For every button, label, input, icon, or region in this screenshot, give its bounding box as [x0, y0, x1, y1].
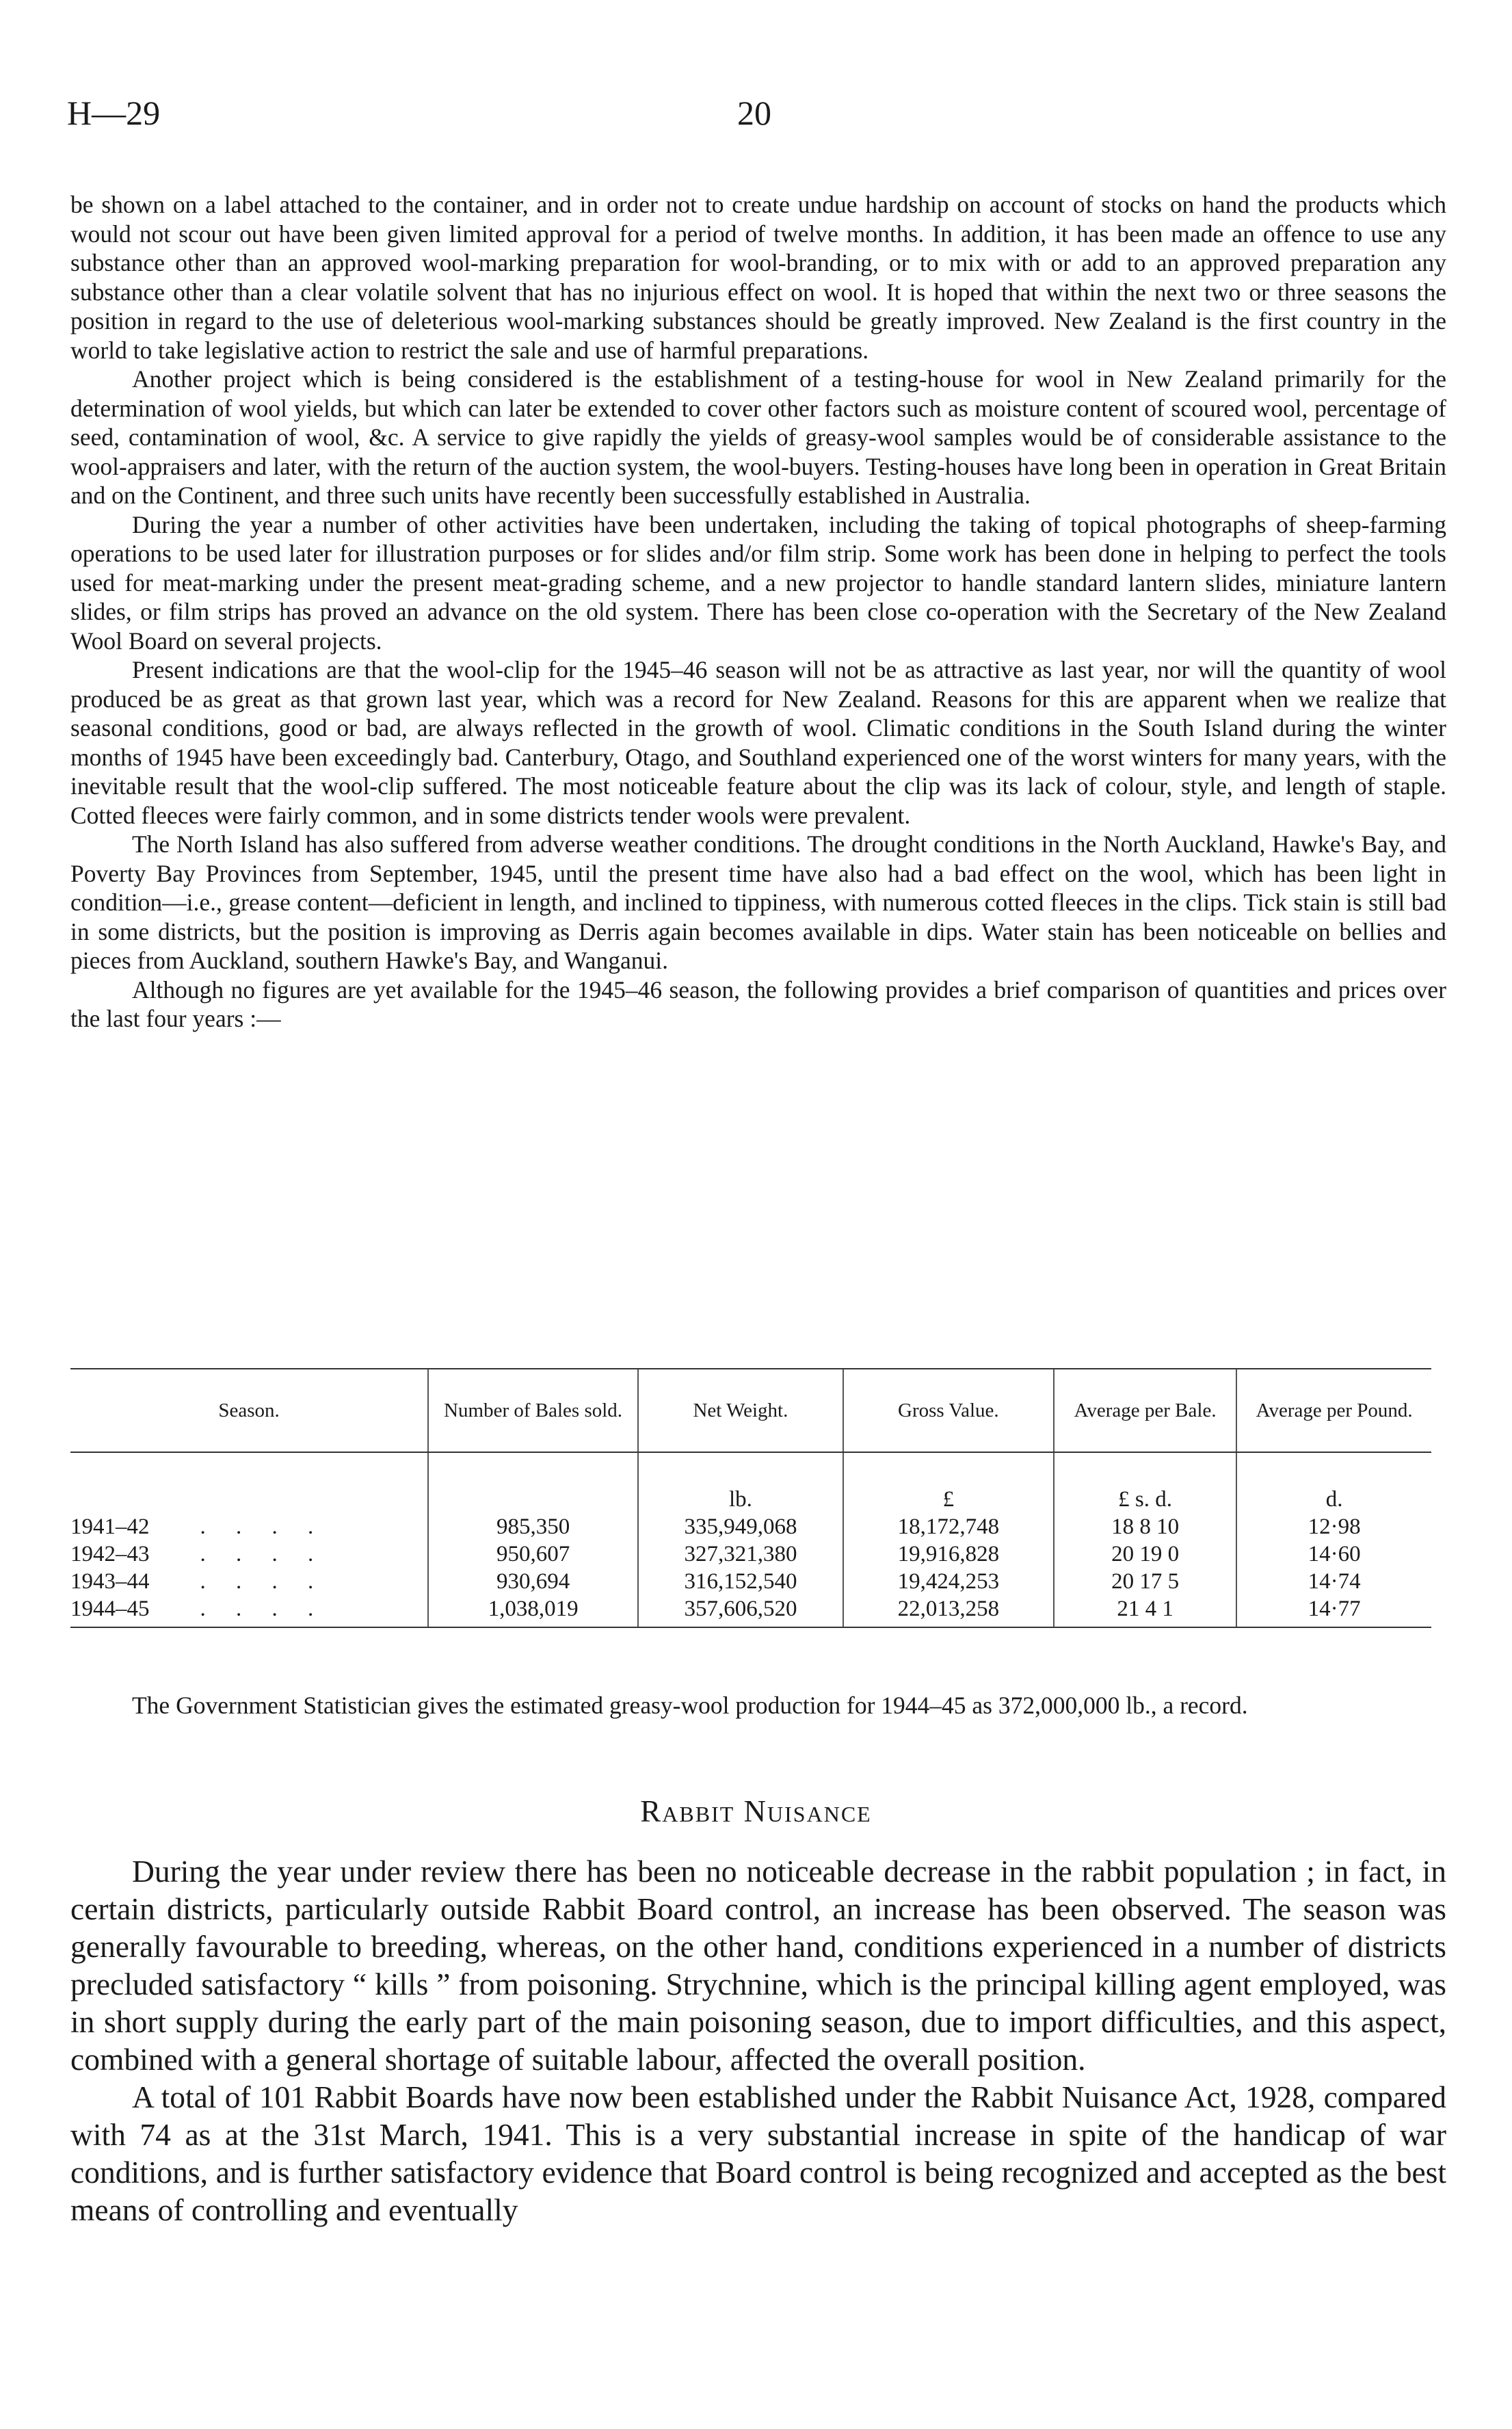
season-label: 1942–43: [70, 1542, 150, 1566]
paragraph: The Government Statistician gives the estimated greasy-wool production for 1944–45 as 372,000,000 lb., a record.: [132, 1692, 1248, 1719]
average-per-bale-cell: 21 4 1: [1054, 1595, 1236, 1627]
net-weight-cell: 335,949,068: [638, 1513, 843, 1540]
table-row: [70, 1568, 1431, 1595]
body-text-small: [70, 190, 1446, 1034]
table-row: [70, 1595, 1431, 1627]
document-reference: H—29: [67, 94, 161, 132]
section-heading: Rabbit Nuisance: [640, 1794, 872, 1828]
season-label: 1943–44: [70, 1569, 150, 1594]
leader-dots: . . . .: [200, 1569, 326, 1594]
units-row: [70, 1452, 1431, 1513]
paragraph: Another project which is being considered is the establishment of a testing-house for wool in New Zealand primarily for the determination of wool yields, but which can later be extended to cover other factors such as moisture content of scoured wool, percentage of seed, contamination of wool, &c. A service to give rapidly the yields of greasy-wool samples would be of considerable assistance to the wool-appraisers and later, with the return of the auction system, the wool-buyers. Testing-houses have long been in operation in Great Britain and on the Continent, and three such units have recently been successfully established in Australia.: [70, 365, 1446, 509]
leader-dots: . . . .: [200, 1542, 326, 1566]
header-average-per-pound: Average per Pound.: [1236, 1369, 1431, 1452]
average-per-pound-cell: 14·60: [1236, 1540, 1431, 1568]
paragraph: The North Island has also suffered from adverse weather conditions. The drought conditions in the North Auckland, Hawke's Bay, and Poverty Bay Provinces from September, 1945, until the present time have also had a bad effect on the wool, which has been light in condition—i.e., grease content—deficient in length, and inclined to tippiness, with numerous cotted fleeces in the clips. Tick stain is still bad in some districts, but the position is improving as Derris again becomes available in dips. Water stain has been noticeable on bellies and pieces from Auckland, southern Hawke's Bay, and Wanganui.: [70, 830, 1446, 974]
gross-value-cell: 18,172,748: [843, 1513, 1054, 1540]
paragraph: Although no figures are yet available for the 1945–46 season, the following provides a brief comparison of quantities and prices over the last four years :—: [70, 975, 1446, 1032]
unit-average-per-pound: d.: [1236, 1452, 1431, 1513]
page-header: [0, 93, 1512, 141]
net-weight-cell: 357,606,520: [638, 1595, 843, 1627]
season-cell: [70, 1595, 428, 1627]
paragraph: Present indications are that the wool-clip for the 1945–46 season will not be as attractive as last year, nor will the quantity of wool produced be as great as that grown last year, which was a record for New Zealand. Reasons for this are apparent when we realize that seasonal conditions, good or bad, are always reflected in the growth of wool. Climatic conditions in the South Island during the winter months of 1945 have been exceedingly bad. Canterbury, Otago, and Southland experienced one of the worst winters for many years, with the inevitable result that the wool-clip suffered. The most noticeable feature about the clip was its lack of colour, style, and length of staple. Cotted fleeces were fairly common, and in some districts tender wools were prevalent.: [70, 656, 1446, 829]
season-cell: [70, 1568, 428, 1595]
net-weight-cell: 316,152,540: [638, 1568, 843, 1595]
bales-cell: 950,607: [428, 1540, 638, 1568]
paragraph: During the year under review there has been no noticeable decrease in the rabbit population ; in fact, in certain districts, particularly outside Rabbit Board control, an increase has been observed. The season was generally favourable to breeding, whereas, on the other hand, conditions experienced in a number of districts precluded satisfactory “ kills ” from poisoning. Strychnine, which is the principal killing agent employed, was in short supply during the early part of the main poisoning season, due to import difficulties, and this aspect, combined with a general shortage of suitable labour, affected the overall position.: [70, 1854, 1446, 2077]
average-per-bale-cell: 20 19 0: [1054, 1540, 1236, 1568]
header-gross-value: Gross Value.: [843, 1369, 1054, 1452]
bales-cell: 930,694: [428, 1568, 638, 1595]
net-weight-cell: 327,321,380: [638, 1540, 843, 1568]
average-per-pound-cell: 14·77: [1236, 1595, 1431, 1627]
table-header-row: [70, 1369, 1431, 1452]
table-row: [70, 1540, 1431, 1568]
table-row: [70, 1513, 1431, 1540]
table-footnote: [70, 1691, 1446, 1720]
unit-gross-value: £: [843, 1452, 1054, 1513]
season-label: 1941–42: [70, 1514, 150, 1539]
bales-cell: 985,350: [428, 1513, 638, 1540]
season-cell: [70, 1513, 428, 1540]
unit-bales: [428, 1452, 638, 1513]
bales-cell: 1,038,019: [428, 1595, 638, 1627]
paragraph: be shown on a label attached to the container, and in order not to create undue hardship on account of stocks on hand the products which would not scour out have been given limited approval for a period of twelve months. In addition, it has been made an offence to use any substance other than an approved wool-marking preparation for wool-branding, or to mix with or add to an approved preparation any substance other than a clear volatile solvent that has no injurious effect on wool. It is hoped that within the next two or three seasons the position in regard to the use of deleterious wool-marking substances should be greatly improved. New Zealand is the first country in the world to take legislative action to restrict the sale and use of harmful preparations.: [70, 191, 1446, 364]
season-cell: [70, 1540, 428, 1568]
unit-net-weight: lb.: [638, 1452, 843, 1513]
unit-average-per-bale: £ s. d.: [1054, 1452, 1236, 1513]
paragraph: During the year a number of other activities have been undertaken, including the taking of topical photographs of sheep-farming operations to be used later for illustration purposes or for slides and/or film strip. Some work has been done in helping to perfect the tools used for meat-marking under the present meat-grading scheme, and a new projector to handle standard lantern slides, miniature lantern slides, or film strips has proved an advance on the old system. There has been close co-operation with the Secretary of the New Zealand Wool Board on several projects.: [70, 510, 1446, 655]
season-label: 1944–45: [70, 1597, 150, 1621]
wool-statistics-table: [70, 1368, 1431, 1628]
average-per-bale-cell: 20 17 5: [1054, 1568, 1236, 1595]
average-per-pound-cell: 14·74: [1236, 1568, 1431, 1595]
body-text-large: [70, 1852, 1446, 2229]
average-per-pound-cell: 12·98: [1236, 1513, 1431, 1540]
page-number: 20: [737, 94, 771, 132]
gross-value-cell: 22,013,258: [843, 1595, 1054, 1627]
paragraph: A total of 101 Rabbit Boards have now been established under the Rabbit Nuisance Act, 1928, compared with 74 as at the 31st March, 1941. This is a very substantial increase in spite of the handicap of war conditions, and is further satisfactory evidence that Board control is being recognized and accepted as the best means of controlling and eventually: [70, 2079, 1446, 2227]
average-per-bale-cell: 18 8 10: [1054, 1513, 1236, 1540]
gross-value-cell: 19,424,253: [843, 1568, 1054, 1595]
leader-dots: . . . .: [200, 1597, 326, 1621]
header-season: Season.: [70, 1369, 428, 1452]
header-average-per-bale: Average per Bale.: [1054, 1369, 1236, 1452]
gross-value-cell: 19,916,828: [843, 1540, 1054, 1568]
leader-dots: . . . .: [200, 1514, 326, 1539]
unit-season: [70, 1452, 428, 1513]
header-bales: Number of Bales sold.: [428, 1369, 638, 1452]
header-net-weight: Net Weight.: [638, 1369, 843, 1452]
